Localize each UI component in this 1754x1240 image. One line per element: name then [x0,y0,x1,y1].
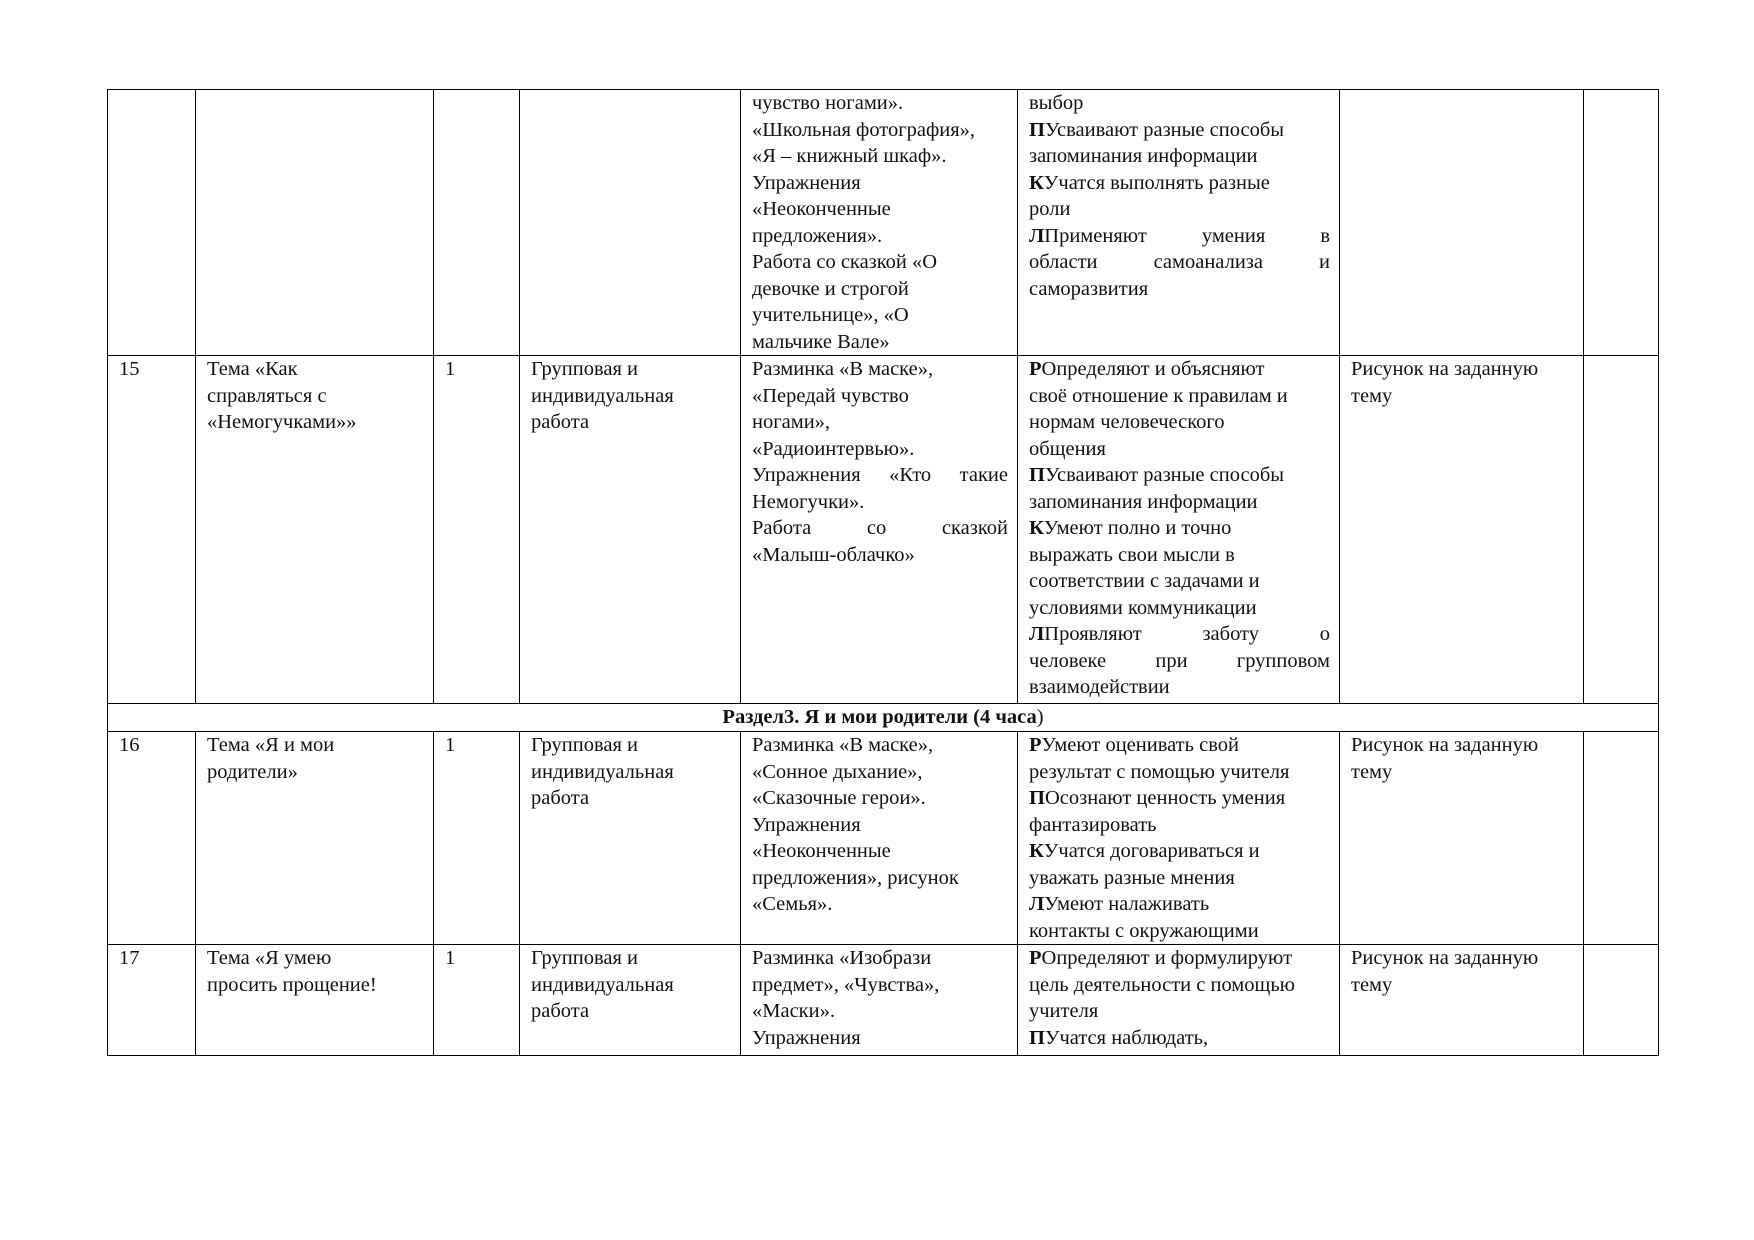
text-line: родители» [207,760,298,783]
text-line: своё отношение к правилам и [1029,384,1288,407]
text-line: девочке и строгой [752,277,909,300]
uud-tag: П [1029,464,1045,486]
text-line: РОпределяют и формулируют [1029,947,1293,969]
text-line: учительнице», «О [752,304,909,326]
text-line: ПОсознают ценность умения [1029,787,1286,809]
text-line: роли [1029,198,1071,220]
text-line: мальчике Вале» [752,330,890,353]
text-line: «Неоконченные [752,198,891,220]
cell-activities [741,732,1018,945]
cell-result [1340,356,1584,704]
text-line: человеке при групповом [1029,649,1330,672]
cell-uud [1018,732,1340,945]
text-line: уважать разные мнения [1029,866,1235,889]
text-line: работа [531,411,590,433]
text-line: Упражнения «Кто такие [752,464,1008,486]
text-line: ногами», [752,411,831,433]
uud-tag: П [1029,118,1045,141]
text-line: РОпределяют и объясняют [1029,358,1265,380]
text-line: Тема «Я и мои [207,734,335,756]
text-line: предмет», «Чувства», [752,973,940,996]
cell-result [1340,732,1584,945]
text-line: «Радиоинтервью». [752,437,915,460]
text-line: «Немогучками»» [207,411,357,433]
text-line: условиями коммуникации [1029,596,1257,619]
text-line: Рисунок на заданную [1351,734,1539,756]
text-line: «Неоконченные [752,840,891,862]
text-line: ПУсваивают разные способы [1029,464,1285,486]
text-line: взаимодействии [1029,676,1170,698]
cell-uud [1018,945,1340,1056]
cell-num [108,90,196,356]
cell-form [520,945,741,1056]
text-line: Групповая и [531,734,639,756]
cell-uud [1018,356,1340,704]
uud-tag: Р [1029,358,1042,380]
text-line: «Школьная фотография», [752,118,976,141]
text-line: Немогучки». [752,490,865,513]
cell-extra [1584,356,1659,704]
uud-tag: Л [1029,623,1045,645]
text-line: контакты с окружающими [1029,919,1259,942]
cell-extra [1584,90,1659,356]
text-line: Разминка «Изобрази [752,947,932,969]
section-title-bold: Раздел3. Я и мои родители (4 часа [722,706,1037,728]
section-title-tail: ) [1036,706,1044,728]
cell-topic [196,945,434,1056]
cell-extra [1584,945,1659,1056]
cell-result [1340,945,1584,1056]
text-line: цель деятельности с помощью [1029,973,1295,996]
text-line: запоминания информации [1029,490,1258,513]
text-line: просить прощение! [207,973,377,996]
text-line: Разминка «В маске», [752,734,934,756]
text-line: предложения», рисунок [752,866,959,889]
cell-hours: 1 [434,356,520,704]
text-line: нормам человеческого [1029,411,1225,433]
text-line: Тема «Как [207,358,298,380]
uud-tag: Р [1029,734,1042,756]
text-line: ЛУмеют налаживать [1029,893,1210,915]
text-line: «Семья». [752,893,833,915]
text-line: тему [1351,973,1393,996]
text-line: ЛПрименяют умения в [1029,224,1330,247]
text-line: учителя [1029,1000,1099,1022]
text-line: Работа со сказкой [752,517,1008,539]
cell-hours: 1 [434,945,520,1056]
text-line: Разминка «В маске», [752,358,934,380]
text-line: области самоанализа и [1029,251,1330,273]
cell-form [520,732,741,945]
cell-num: 17 [108,945,196,1056]
text-line: фантазировать [1029,813,1157,836]
text-line: КУчатся договариваться и [1029,840,1260,862]
text-line: чувство ногами». [752,92,904,114]
uud-tag: П [1029,787,1045,809]
text-line: Групповая и [531,947,639,969]
cell-uud [1018,90,1340,356]
cell-activities [741,356,1018,704]
cell-num: 16 [108,732,196,945]
cell-activities [741,945,1018,1056]
text-line: саморазвития [1029,277,1149,300]
text-line: работа [531,1000,590,1022]
text-line: выражать свои мысли в [1029,543,1235,566]
text-line: Работа со сказкой «О [752,251,938,273]
cell-hours: 1 [434,732,520,945]
text-line: работа [531,787,590,809]
uud-tag: П [1029,1026,1045,1049]
text-line: ПУсваивают разные способы [1029,118,1285,141]
text-line: индивидуальная [531,973,674,996]
table-row-17 [108,945,1659,1056]
text-line: «Сказочные герои». [752,787,926,809]
text-line: Групповая и [531,358,639,380]
text-line: ЛПроявляют заботу о [1029,623,1330,645]
cell-form [520,90,741,356]
text-line: результат с помощью учителя [1029,760,1290,783]
table-row-15 [108,356,1659,704]
cell-num: 15 [108,356,196,704]
uud-tag: К [1029,840,1044,862]
text-line: «Сонное дыхание», [752,760,923,783]
cell-topic [196,732,434,945]
text-line: ПУчатся наблюдать, [1029,1026,1209,1049]
cell-result [1340,90,1584,356]
text-line: общения [1029,437,1106,460]
text-line: Тема «Я умею [207,947,332,969]
text-line: Рисунок на заданную [1351,358,1539,380]
cell-hours [434,90,520,356]
table-row-16 [108,732,1659,945]
text-line: индивидуальная [531,384,674,407]
text-line: тему [1351,760,1393,783]
uud-tag: К [1029,171,1044,194]
text-line: Упражнения [752,813,861,836]
cell-extra [1584,732,1659,945]
text-line: «Маски». [752,1000,835,1022]
text-line: «Я – книжный шкаф». [752,145,947,167]
text-line: «Малыш-облачко» [752,543,915,566]
uud-tag: Л [1029,224,1045,247]
cell-topic [196,90,434,356]
text-line: выбор [1029,92,1084,114]
section-title [108,704,1659,732]
cell-activities [741,90,1018,356]
text-line: запоминания информации [1029,145,1258,167]
text-line: Рисунок на заданную [1351,947,1539,969]
text-line: КУмеют полно и точно [1029,517,1232,539]
text-line: справляться с [207,384,327,407]
section-header-row [108,704,1659,732]
text-line: «Передай чувство [752,384,909,407]
text-line: Упражнения [752,1026,861,1049]
uud-tag: К [1029,517,1044,539]
text-line: КУчатся выполнять разные [1029,171,1270,194]
table-row-continued [108,90,1659,356]
text-line: РУмеют оценивать свой [1029,734,1239,756]
lesson-plan-table [107,89,1659,1056]
text-line: индивидуальная [531,760,674,783]
text-line: предложения». [752,224,883,247]
uud-tag: Р [1029,947,1042,969]
text-line: соответствии с задачами и [1029,570,1260,592]
text-line: Упражнения [752,171,861,194]
cell-form [520,356,741,704]
text-line: тему [1351,384,1393,407]
cell-topic [196,356,434,704]
uud-tag: Л [1029,893,1045,915]
